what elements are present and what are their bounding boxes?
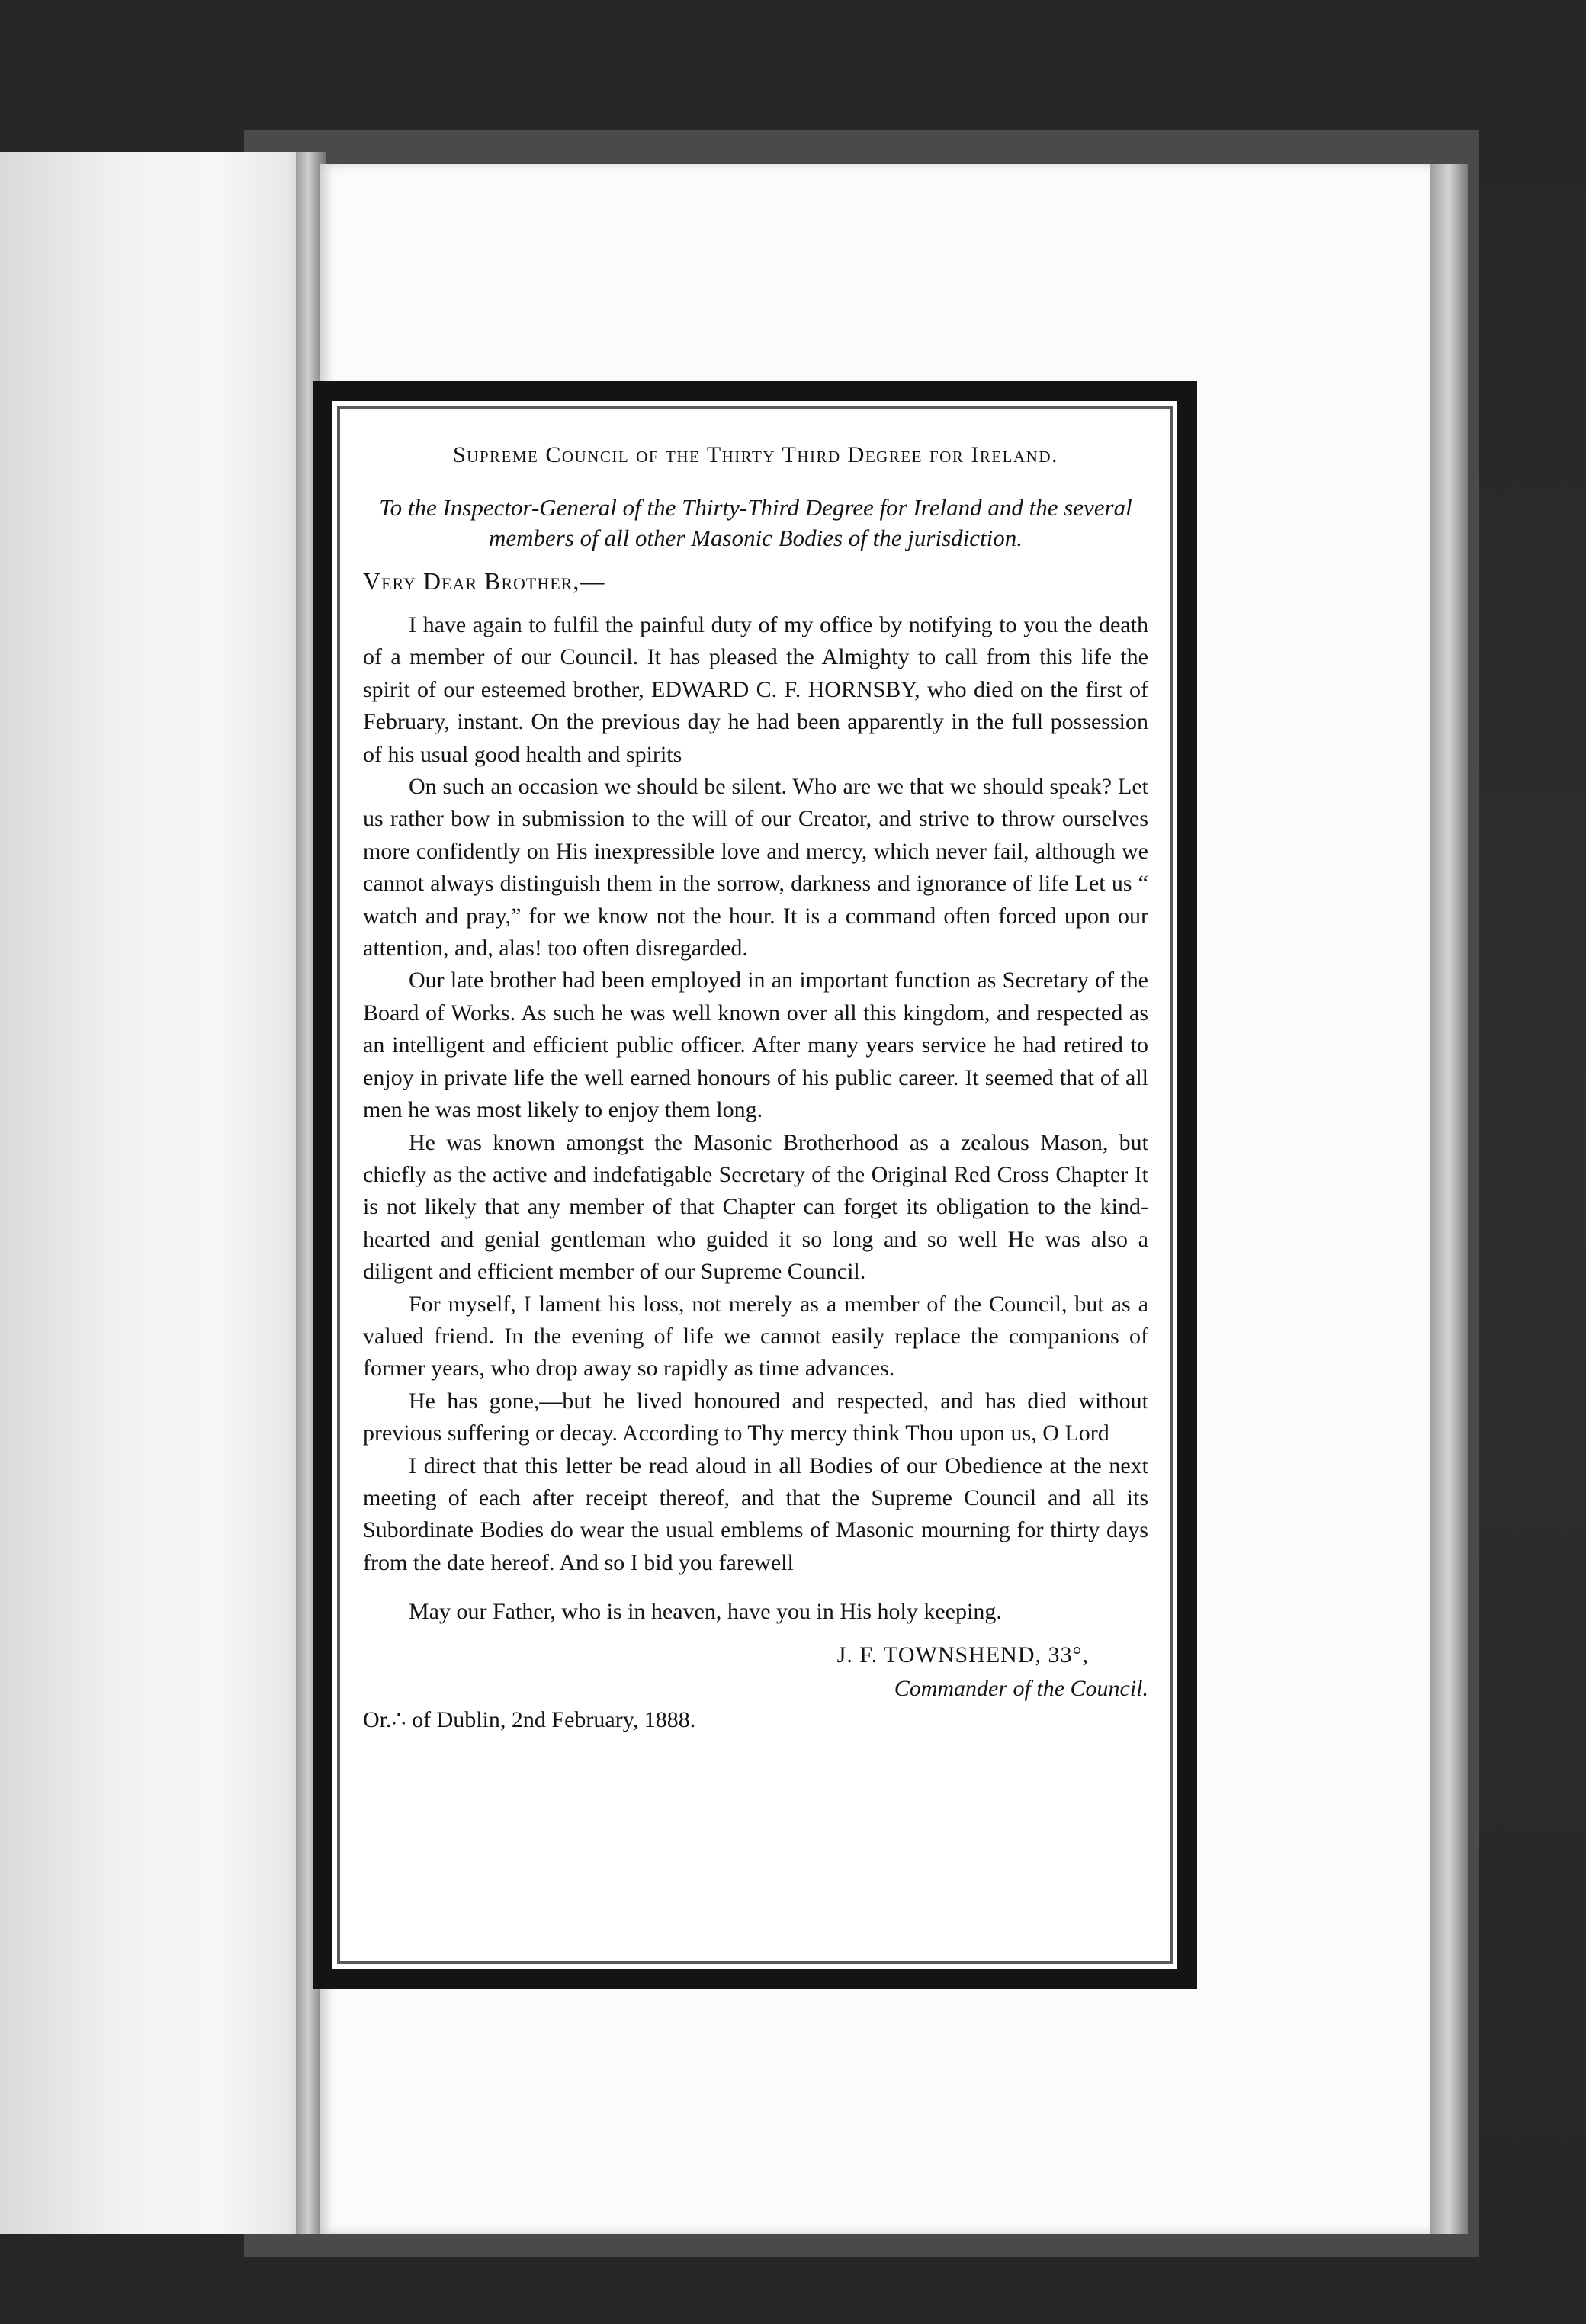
paragraph-directive: I direct that this letter be read aloud in all Bodies of our Obedience at the next meeting of each after receipt thereof, and that the Supreme Council and all its Subordinate Bodies do wear the usual emblems of Masonic mourning for thirty days from the date hereof. And so I bid you farewell — [363, 1452, 1148, 1575]
paragraph-public-career: Our late brother had been employed in an important function as Secretary of the Board of Works. As such he was well known over all this kingdom, and respected as an intelligent and efficient public officer. After many years service he had retired to enjoy in private life the well earned honours of his public career. It seemed that of all men he was most likely to enjoy them long. — [363, 968, 1148, 1123]
salutation: Very Dear Brother,— — [363, 567, 605, 595]
signatory-title: Commander of the Council. — [894, 1676, 1148, 1702]
signature: J. F. TOWNSHEND, 33°, — [836, 1642, 1089, 1668]
notice-body — [363, 442, 1148, 1736]
paragraph-personal-loss: For myself, I lament his loss, not merely as a member of the Council, but as a valued friend. In the evening of life we cannot easily replace the companions of former years, who drop away so rapidly as time advances. — [363, 1291, 1148, 1382]
blessing: May our Father, who is in heaven, have you in His holy keeping. — [409, 1599, 1002, 1625]
mourning-notice — [313, 381, 1197, 1989]
paragraph-death-notification: I have again to fulfil the painful duty of my office by notifying to you the death of a member of our Council. It has pleased the Almighty to call from this life the spirit of our esteemed brother, EDWARD C. F. HORNSBY, who died on the first of February, instant. On the previous day he had been apparently in the full possession of his usual good health and spirits — [363, 612, 1148, 767]
dateline: Or.∴ of Dublin, 2nd February, 1888. — [363, 1707, 696, 1733]
notice-address: To the Inspector-General of the Thirty-Third Degree for Ireland and the several members of all other Masonic Bodies of the jurisdiction. — [379, 494, 1132, 551]
notice-heading: Supreme Council of the Thirty Third Degree for Ireland. — [453, 442, 1058, 467]
paragraph-reflection: On such an occasion we should be silent. Who are we that we should speak? Let us rather bow in submission to the will of our Creator, and strive to throw ourselves more confidently on His inexpressible love and mercy, which never fail, although we cannot always distinguish them in the sorrow, darkness and ignorance of life Let us “ watch and pray,” for we know not the hour. It is a command often forced upon our attention, and, alas! too often disregarded. — [363, 774, 1148, 961]
paragraph-masonic-service: He was known amongst the Masonic Brotherhood as a zealous Mason, but chiefly as the active and indefatigable Secretary of the Original Red Cross Chapter It is not likely that any member of that Chapter can forget its obligation to the kind-hearted and genial gentleman who guided it so long and so well He was also a diligent and efficient member of our Supreme Council. — [363, 1129, 1148, 1285]
left-page — [0, 152, 313, 2234]
paragraph-prayer: He has gone,—but he lived honoured and respected, and has died without previous suffering or decay. According to Thy mercy think Thou upon us, O Lord — [363, 1388, 1148, 1446]
right-page-edge — [1430, 164, 1468, 2234]
